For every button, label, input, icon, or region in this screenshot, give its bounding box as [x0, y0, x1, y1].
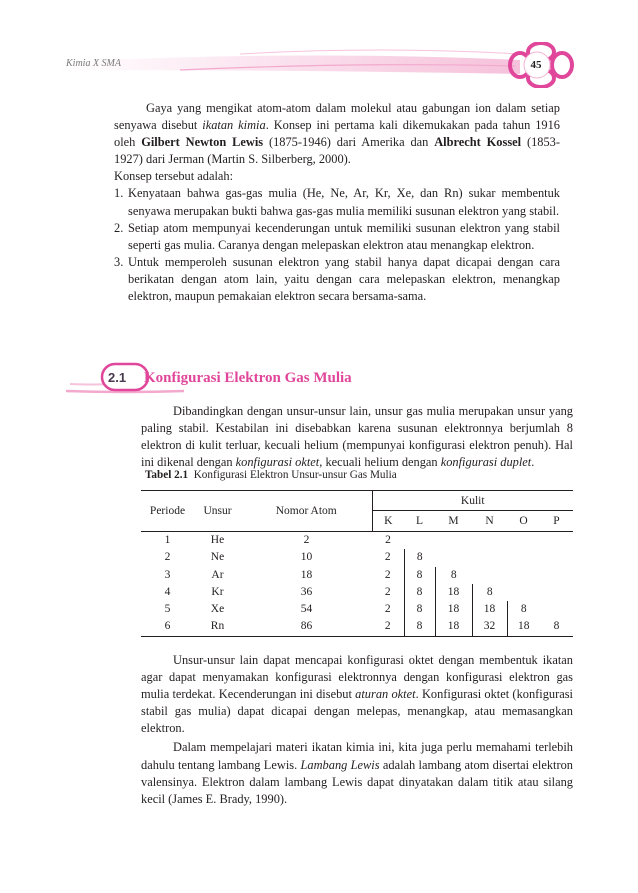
header-shell-n: N — [472, 511, 507, 532]
header-shell-p: P — [540, 511, 573, 532]
table-row — [141, 567, 573, 584]
cell-nomor: 54 — [300, 603, 313, 616]
section-heading — [64, 360, 364, 396]
section-title: Konfigurasi Elektron Gas Mulia — [144, 370, 352, 386]
cell-periode: 5 — [164, 603, 171, 616]
table-row — [141, 601, 573, 618]
cell-unsur: Kr — [211, 585, 224, 598]
list-number: 3. — [114, 254, 124, 269]
cell-shell-o: 18 — [507, 618, 540, 636]
cell-shell-k: 2 — [384, 603, 391, 616]
table-caption-text: Konfigurasi Elektron Unsur-unsur Gas Mulia — [193, 469, 397, 481]
cell-shell-n: 18 — [472, 601, 507, 618]
table-caption-label: Tabel 2.1 — [145, 469, 189, 481]
page-number: 45 — [530, 59, 542, 71]
term-konfigurasi-duplet: konfigurasi duplet — [440, 455, 532, 470]
text-run: adalah lambang atom disertai elektron valensinya. Elektron dalam lambang Lewis dapat dinyatakan dalam titik atau silang kecil (James E. Brady, 1990). — [141, 757, 573, 806]
list-text: Kenyataan bahwa gas-gas mulia (He, Ne, Ar, Kr, Xe, dan Rn) sukar membentuk senyawa merupakan bukti bahwa gas-gas mulia memiliki susunan elektron yang stabil. — [128, 186, 560, 218]
text-run: , kecuali helium dengan — [319, 455, 441, 470]
text-run: Unsur-unsur lain dapat mencapai konfigurasi oktet dengan membentuk ikatan agar dapat menyamakan konfigurasi elektronnya dengan konfigurasi elektron gas mulia terdekat. Kecenderungan ini disebut — [141, 653, 573, 702]
cell-unsur: He — [210, 534, 225, 546]
header-unsur: Unsur — [194, 491, 241, 532]
cell-shell-p — [540, 584, 573, 601]
term-lambang-lewis: Lambang Lewis — [300, 757, 380, 772]
list-text: Setiap atom mempunyai kecenderungan untuk memiliki susunan elektron yang stabil seperti gas mulia. Caranya dengan melepaskan elektron atau menangkap elektron. — [128, 220, 560, 252]
cell-shell-l: 8 — [404, 584, 435, 601]
cell-shell-l: 8 — [404, 601, 435, 618]
intro-block — [114, 100, 560, 305]
text-run: Dibandingkan dengan unsur-unsur lain, unsur gas mulia merupakan unsur yang paling stabil. Kestabilan ini disebabkan karena susunan elektronnya berjumlah 8 elektron di kulit terluar, kecuali helium (mempunyai konfigurasi elektron penuh). Hal ini dikenal dengan — [141, 404, 573, 470]
cell-periode: 6 — [141, 618, 194, 636]
list-item — [114, 254, 560, 305]
cell-shell-l: 8 — [404, 549, 435, 566]
cell-shell-n — [472, 567, 507, 584]
section-number: 2.1 — [108, 370, 127, 385]
electron-configuration-table — [141, 490, 573, 637]
cell-nomor: 2 — [303, 534, 310, 546]
cell-shell-p — [540, 549, 573, 566]
cell-shell-m — [435, 549, 472, 566]
header-shell-m: M — [435, 511, 472, 532]
cell-unsur: Ne — [210, 551, 225, 564]
text-run: . — [531, 455, 535, 470]
cell-unsur: Rn — [194, 618, 241, 636]
cell-shell-p: 8 — [540, 618, 573, 636]
section-paragraph — [141, 403, 573, 471]
header-shell-l: L — [404, 511, 435, 532]
name-kossel: Albrecht Kossel — [434, 135, 522, 150]
cell-shell-k: 2 — [385, 534, 391, 546]
cell-shell-k: 2 — [372, 618, 404, 636]
cell-shell-k: 2 — [384, 585, 391, 598]
cell-unsur: Ar — [211, 568, 224, 581]
text-run: . Konfigurasi oktet (konfigurasi stabil gas mulia) dapat dicapai dengan melepas, menangkap, atau memasangkan elektron. — [141, 687, 573, 736]
cell-periode: 4 — [164, 585, 171, 598]
cell-nomor: 18 — [300, 568, 313, 581]
cell-periode: 1 — [164, 534, 171, 546]
header-shell-k: K — [372, 511, 404, 532]
cell-shell-m: 8 — [435, 567, 472, 584]
cell-shell-m: 18 — [435, 584, 472, 601]
cell-periode: 2 — [164, 551, 171, 564]
concept-list — [114, 185, 560, 305]
name-lewis: Gilbert Newton Lewis — [141, 135, 264, 150]
cell-shell-o: 8 — [507, 601, 540, 618]
cell-shell-p — [540, 601, 573, 618]
header-nomor-atom: Nomor Atom — [241, 491, 372, 532]
list-item — [114, 185, 560, 219]
cell-shell-n: 32 — [472, 618, 507, 636]
cell-shell-o — [507, 584, 540, 601]
text-run: . Konsep ini pertama kali dikemukakan pada tahun 1916 oleh — [114, 118, 560, 150]
table-row — [141, 549, 573, 566]
header-kulit: Kulit — [372, 491, 573, 511]
cell-shell-n — [472, 549, 507, 566]
cell-shell-k: 2 — [384, 551, 391, 564]
cell-shell-n: 8 — [472, 584, 507, 601]
running-title: Kimia X SMA — [66, 58, 121, 69]
table-caption — [145, 469, 397, 481]
list-item — [114, 220, 560, 254]
cell-nomor: 10 — [300, 551, 313, 564]
header-shell-o: O — [507, 511, 540, 532]
text-run: Gaya yang mengikat atom-atom dalam molekul atau gabungan ion dalam setiap senyawa disebut — [114, 101, 560, 133]
list-number: 2. — [114, 220, 124, 235]
cell-shell-m: 18 — [435, 601, 472, 618]
list-number: 1. — [114, 186, 124, 201]
section-paragraph-block — [141, 403, 573, 471]
cell-shell-l — [404, 532, 435, 550]
cell-unsur: Xe — [210, 603, 225, 616]
concept-intro: Konsep tersebut adalah: — [114, 169, 234, 184]
cell-shell-n — [472, 532, 507, 550]
list-text: Untuk memperoleh susunan elektron yang stabil hanya dapat dicapai dengan cara berikatan dengan atom lain, yaitu dengan cara melepaskan elektron, menangkap elektron, maupun pemakaian elektron secara bersama-sama. — [128, 254, 560, 304]
cell-periode: 3 — [164, 568, 171, 581]
header-periode: Periode — [141, 491, 194, 532]
closing-block — [141, 652, 573, 808]
cell-shell-o — [507, 532, 540, 550]
cell-shell-l: 8 — [404, 567, 435, 584]
cell-shell-p — [540, 532, 573, 550]
cell-nomor: 36 — [300, 585, 313, 598]
cell-shell-m — [435, 532, 472, 550]
cell-nomor: 86 — [241, 618, 372, 636]
term-aturan-oktet: aturan oktet — [355, 687, 416, 702]
text-run: (1875-1946) dari Amerika dan — [263, 135, 435, 150]
table-row — [141, 584, 573, 601]
term-konfigurasi-oktet: konfigurasi oktet — [235, 455, 320, 470]
table-row — [141, 532, 573, 550]
table-row — [141, 618, 573, 636]
text-run: Dalam mempelajari materi ikatan kimia ini, kita juga perlu memahami terlebih dahulu tentang lambang Lewis. — [141, 740, 573, 772]
text-run: (1853-1927) dari Jerman (Martin S. Silberberg, 2000). — [114, 135, 561, 167]
intro-paragraph — [114, 100, 560, 168]
closing-paragraph-2 — [141, 739, 573, 807]
cell-shell-p — [540, 567, 573, 584]
closing-paragraph-1 — [141, 652, 573, 737]
cell-shell-o — [507, 549, 540, 566]
term-ikatan-kimia: ikatan kimia — [202, 118, 266, 133]
cell-shell-m: 18 — [435, 618, 472, 636]
cell-shell-k: 2 — [384, 568, 391, 581]
cell-shell-l: 8 — [404, 618, 435, 636]
cell-shell-o — [507, 567, 540, 584]
